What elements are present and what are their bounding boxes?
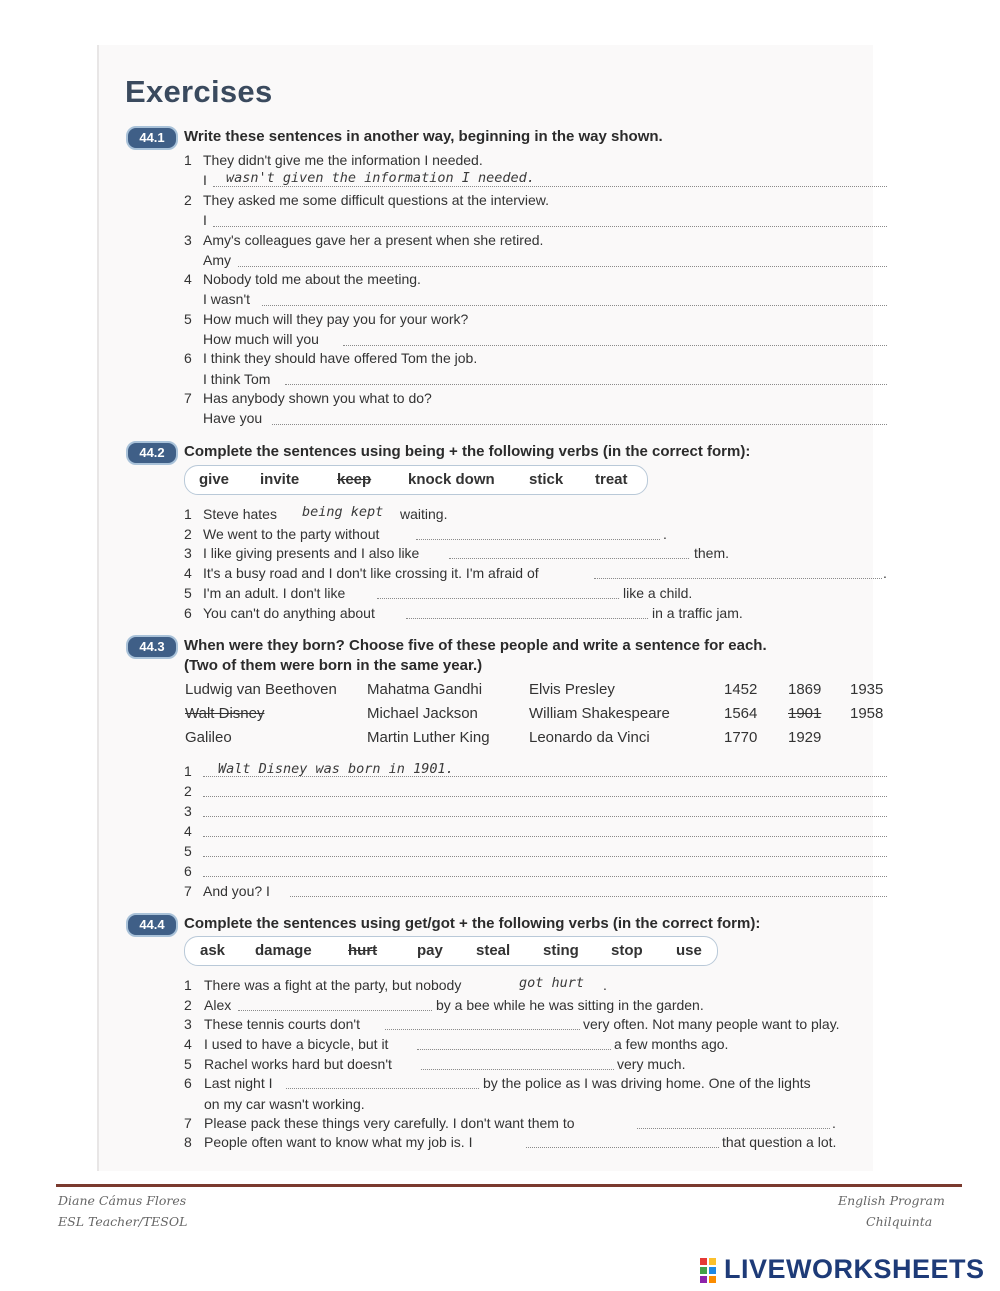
exercise-44-1-instruction: Write these sentences in another way, beginning in the way shown. xyxy=(184,128,663,145)
answer-field[interactable] xyxy=(406,618,648,619)
answer-field[interactable] xyxy=(637,1128,830,1129)
word-box-44-2 xyxy=(184,465,648,495)
word-ask: ask xyxy=(200,942,226,959)
answer-field[interactable] xyxy=(416,539,660,540)
answer-field[interactable] xyxy=(203,816,887,817)
answer-field[interactable]: got hurt xyxy=(519,975,585,991)
exercise-44-3-instruction-2: (Two of them were born in the same year.) xyxy=(184,657,483,674)
page-title: Exercises xyxy=(125,74,273,109)
exercise-badge-44-1: 44.1 xyxy=(126,126,178,150)
word-invite: invite xyxy=(260,471,300,488)
answer-field[interactable] xyxy=(290,896,887,897)
word-use: use xyxy=(676,942,702,959)
word-knock-down: knock down xyxy=(408,471,495,488)
word-box-44-4 xyxy=(184,936,718,966)
answer-field[interactable] xyxy=(343,345,887,346)
word-sting: sting xyxy=(543,942,579,959)
answer-field[interactable]: Walt Disney was born in 1901. xyxy=(218,761,454,777)
footer-divider xyxy=(56,1184,962,1187)
answer-field[interactable] xyxy=(238,266,887,267)
answer-field[interactable]: wasn't given the information I needed. xyxy=(226,170,535,186)
answer-field[interactable] xyxy=(203,796,887,797)
exercise-badge-44-4: 44.4 xyxy=(126,913,178,937)
answer-field[interactable] xyxy=(526,1147,719,1148)
footer-program: English Program xyxy=(838,1193,945,1208)
answer-field[interactable] xyxy=(238,1010,432,1011)
answer-field[interactable]: being kept xyxy=(302,504,384,520)
word-treat: treat xyxy=(595,471,628,488)
footer-author-title: ESL Teacher/TESOL xyxy=(58,1214,188,1229)
answer-field[interactable] xyxy=(286,1088,479,1089)
answer-field[interactable] xyxy=(594,578,882,579)
word-stop: stop xyxy=(611,942,643,959)
word-steal: steal xyxy=(476,942,511,959)
exercise-44-3-instruction: When were they born? Choose five of these people and write a sentence for each. xyxy=(184,637,767,654)
answer-field[interactable] xyxy=(203,876,887,877)
word-damage: damage xyxy=(255,942,312,959)
answer-field[interactable] xyxy=(377,598,619,599)
word-give: give xyxy=(199,471,230,488)
word-keep: keep xyxy=(337,471,372,488)
footer-author: Diane Cámus Flores xyxy=(58,1193,187,1208)
answer-field[interactable] xyxy=(203,856,887,857)
answer-field[interactable] xyxy=(285,384,887,385)
answer-field[interactable] xyxy=(272,424,887,425)
footer-organization: Chilquinta xyxy=(866,1214,933,1229)
exercise-44-2-instruction: Complete the sentences using being + the following verbs (in the correct form): xyxy=(184,443,751,460)
answer-field[interactable] xyxy=(203,836,887,837)
answer-field[interactable] xyxy=(213,226,887,227)
exercise-badge-44-3: 44.3 xyxy=(126,635,178,659)
answer-field[interactable] xyxy=(417,1049,611,1050)
answer-field[interactable] xyxy=(385,1029,580,1030)
exercise-44-4-instruction: Complete the sentences using get/got + the following verbs (in the correct form): xyxy=(184,915,761,932)
answer-field[interactable] xyxy=(449,558,689,559)
word-stick: stick xyxy=(529,471,564,488)
liveworksheets-logo: LIVEWORKSHEETS xyxy=(724,1254,985,1284)
word-pay: pay xyxy=(417,942,443,959)
word-hurt: hurt xyxy=(348,942,378,959)
exercise-badge-44-2: 44.2 xyxy=(126,441,178,465)
answer-field[interactable] xyxy=(421,1069,614,1070)
answer-field[interactable] xyxy=(262,305,887,306)
